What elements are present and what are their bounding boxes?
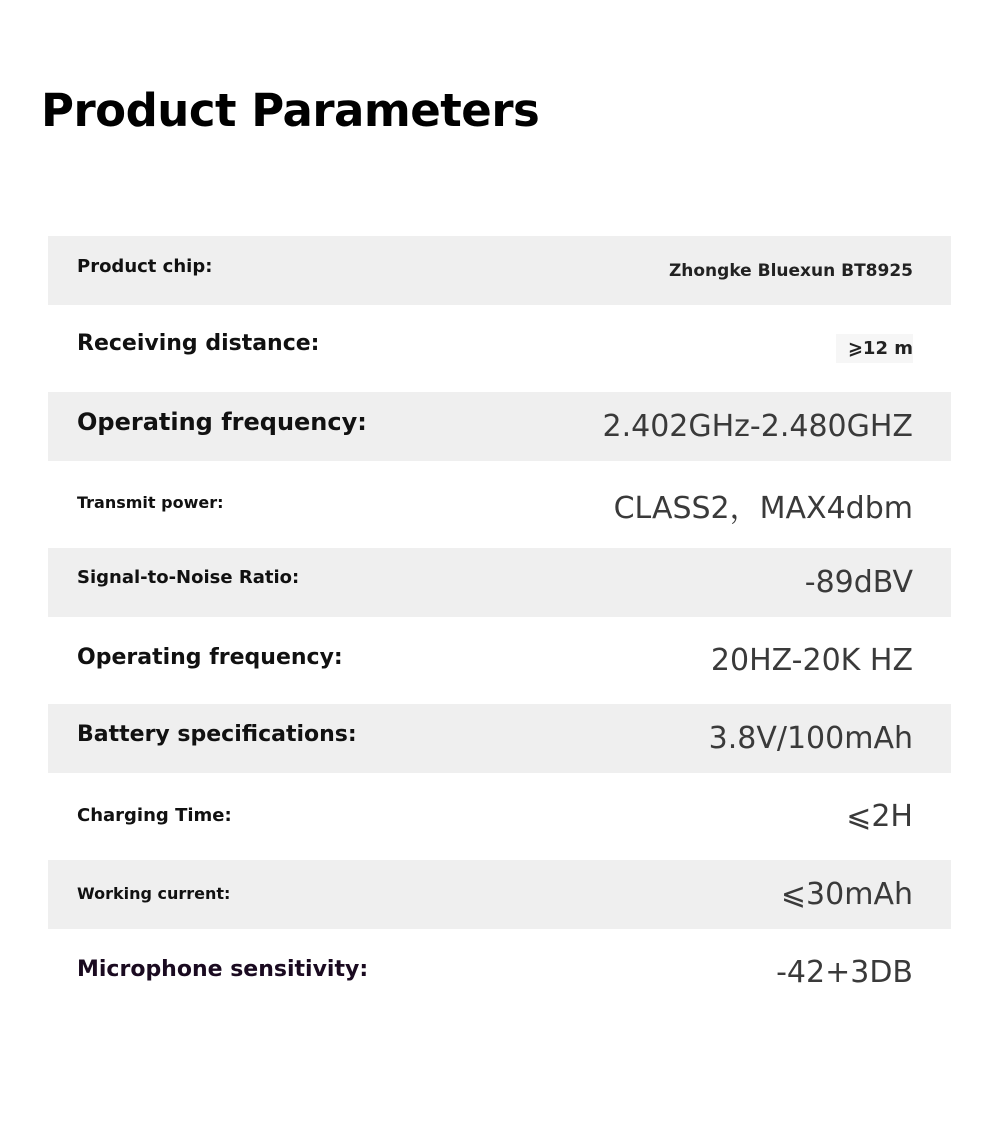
param-value: ⩽30mAh <box>780 877 913 912</box>
parameters-table <box>48 236 951 1016</box>
param-row-audio-frequency <box>48 617 951 704</box>
param-row-product-chip <box>48 236 951 305</box>
param-value: 3.8V/100mAh <box>708 721 913 756</box>
param-value: -89dBV <box>804 565 913 600</box>
param-row-working-current <box>48 860 951 929</box>
param-label: Product chip: <box>77 256 213 277</box>
param-row-transmit-power <box>48 461 951 548</box>
param-row-operating-frequency <box>48 392 951 461</box>
param-label: Battery specifications: <box>77 722 357 747</box>
param-label: Operating frequency: <box>77 408 367 436</box>
page-title: Product Parameters <box>41 84 540 137</box>
param-label: Signal-to-Noise Ratio: <box>77 567 300 588</box>
param-value: ⩽2H <box>846 799 913 834</box>
param-value: Zhongke Bluexun BT8925 <box>668 260 913 281</box>
param-value: CLASS2，MAX4dbm <box>613 490 913 526</box>
param-value: ⩾12 m <box>836 334 913 363</box>
param-value: -42+3DB <box>776 955 913 990</box>
param-label: Receiving distance: <box>77 331 320 356</box>
param-value: 20HZ-20K HZ <box>710 643 913 678</box>
param-row-battery <box>48 704 951 773</box>
param-label: Transmit power: <box>77 493 224 512</box>
param-label: Charging Time: <box>77 805 232 826</box>
param-label: Operating frequency: <box>77 645 343 670</box>
param-row-charging-time <box>48 773 951 860</box>
param-label: Microphone sensitivity: <box>77 957 369 982</box>
param-row-microphone-sensitivity <box>48 929 951 1016</box>
param-value: 2.402GHz-2.480GHZ <box>602 409 913 444</box>
param-row-receiving-distance <box>48 305 951 392</box>
param-label: Working current: <box>77 884 231 903</box>
param-row-signal-to-noise <box>48 548 951 617</box>
